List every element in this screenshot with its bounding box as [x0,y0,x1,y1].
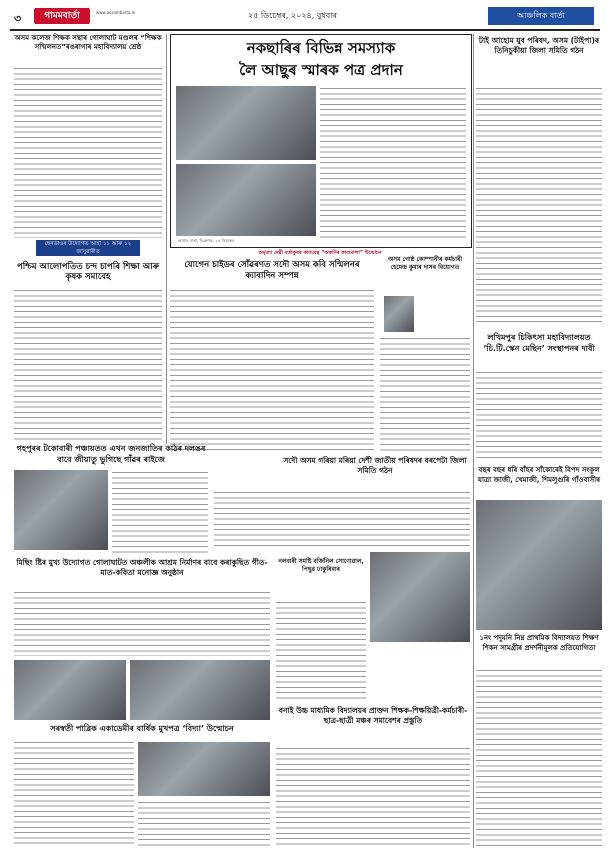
saraswati-photo [138,742,270,796]
headline-winter: বছৰ বছৰ ধৰি বাঁহৰ সাঁকোৰেই বিপদ সংকুল যাত্ৰা জাজী, খেমাজী, শিমলুগুৰি গাঁওবাসীৰ [477,466,601,484]
headline-bani: বনাই উচ্চ মাধ্যমিক বিদ্যালয়ৰ প্ৰাক্তন শিক্ষক-শিক্ষয়িত্ৰী-কৰ্মচাৰী-ছাত্ৰ-ছাত্ৰী মঞ্চৰ সমাবেশৰ প্ৰস্তুতি [278,706,468,725]
body-bani [276,746,470,848]
page-number: ৩ [14,12,22,25]
body-bridge [112,470,208,556]
masthead [0,0,610,30]
website: www.assambarta.in [96,10,136,15]
headline-poets: যোগেন চাইডৰ সোঁৱৰণত সদৌ অসম কবি সন্মিলনৰ ক্যাবাদিন সম্পন্ন [184,260,360,281]
headline-school: ১নং পদুমনি নিম্ন প্ৰাথমিক বিদ্যালয়ত শিক্ষণ শিকন সামগ্ৰীৰ প্ৰদৰ্শনীমূলক প্ৰতিযোগিতা [479,634,599,652]
body-poets [170,288,374,452]
body-tai [476,86,602,326]
body-mishing [14,590,270,656]
body-college [14,66,162,238]
logo: গামমবাৰ্তা [34,8,90,24]
obit-photo [384,296,414,332]
headline-lakhimpur: লখিমপুৰ চিকিৎসা মহাবিদ্যালয়ত ‘চি.টি.স্কেন মেছিন’ সংস্থাপনৰ দাবী [483,333,595,353]
body-farm [14,288,162,440]
body-school [476,668,602,848]
kicker-red: অমৃত্যা দেৱী বৰ্তাকুৰৰ কাব্যগ্ৰন্থ “অকণিৰ কাব্যমালা” উন্মোচন [258,250,382,256]
headline-mishing: মিছিং ষ্টিৰ মুখ্য উদ্যোগত গোলাঘাটত অঞ্চলীক আশ্ৰম নিৰ্মাণৰ বাবে কৰাকুছিত গীত-মাত-কবিতা মনোজ্ঞ অনুষ্ঠান [16,558,268,577]
lead-headline-1: নকছাৰিৰ বিভিন্ন সমস্যাক [246,39,396,57]
body-lakhimpur [476,370,602,462]
notice-box: ছেনডাওৰ উদ্যোগত আহা ১১ আৰু ১২ জানুৱাৰীত [36,240,140,256]
lead-body [320,86,466,238]
column-rule-left [166,34,167,444]
header-rule [10,29,600,31]
headline-college: অসম কলেজ শিক্ষক সন্থাৰ গোলাঘাট মণ্ডলৰ “শিক্ষক সন্মিলনত”ৰঙৰাগাৰ মহাবিদ্যালয় শ্ৰেষ্ঠ [14,34,162,51]
bridge-photo [14,470,108,550]
lead-caption: আমাৰ বাৰ্তা, ডিব্ৰুগড়, ২৫ ডিচেম্বৰ [178,238,235,243]
headline-minister: নলবাৰী সমষ্টি বৰ্জিনিল সোণোৱাল, পিছুৱ ঢাকুৰিবাৰ [278,558,364,573]
headline-farm: পশ্চিম আলোপতিত চন্দ চাপৰি শিক্ষা আৰু কৃষক সমাবেহ [16,262,160,282]
event-photo [130,660,270,720]
lead-headline-2: লৈ আছুৰ স্মাৰক পত্ৰ প্ৰদান [239,61,403,79]
lead-photo-1 [176,86,316,160]
section-tab: আঞ্চলিক বাৰ্তা [488,7,594,25]
column-rule-right [473,34,474,848]
headline-tai: টাই আহোম যুব পৰিষদ, অসম (টাইপা)ৰ তিনিচুকীয়া জিলা সমিতি গঠন [478,36,600,55]
mishing-photo [14,660,126,720]
body-minister [276,600,366,700]
body-rally [214,490,470,546]
date-line: ২৫ ডিচেম্বৰ, ২০২৪, বুধবাৰ [248,11,338,20]
lead-photo-2 [176,164,316,236]
headline-saraswati: সৰস্বতী পাব্লিক একাডেমীৰ বাৰ্ষিক মুখপত্ৰ ‘বিদ্যা’ উন্মোচন [50,724,234,733]
body-obit [380,336,470,452]
headline-obit: অসম গোষ্ঠ কোম্পানীৰ কৰ্মচাৰী হেমেন্দ্ৰ কুমাৰ দাসৰ বিয়োগত [387,256,463,271]
minister-photo [370,552,470,642]
body-saraswati [14,740,134,848]
headline-bridge: গহপুৰৰ টকোবাৰী পঞ্চায়তত এখন জনজাতিৰ কাঠৰ দলঙৰ বাবে জীয়াতু ভুগিছে গাঁৱৰ ৰাইজে [16,444,206,464]
body-saraswati-2 [138,800,270,848]
winter-photo [476,500,602,630]
headline-rally: সদৌ অসম গৰিয়া মৰিয়া দেশী জাতীয় পৰিষদৰ বৰপেটা জিলা সমিতি গঠন [283,456,467,475]
